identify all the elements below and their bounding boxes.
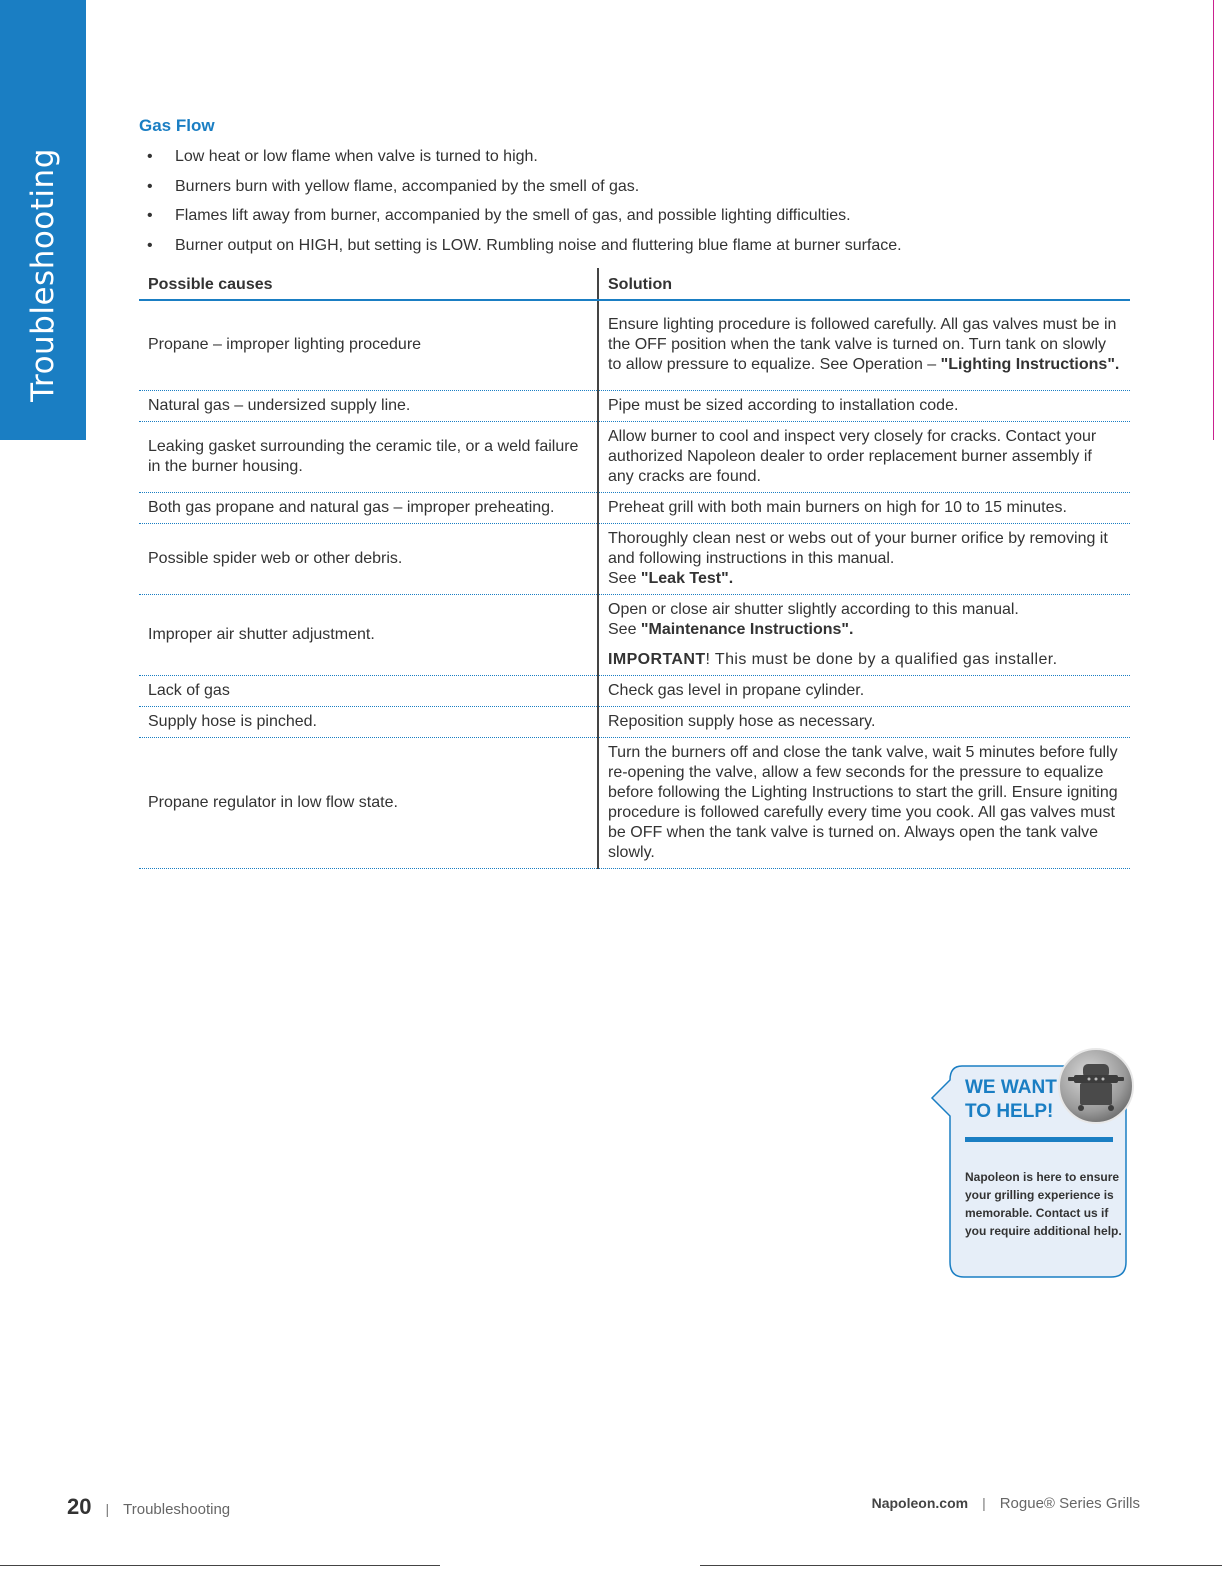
bullet-icon: • bbox=[147, 207, 153, 224]
callout-body: Napoleon is here to ensure your grilling experience is memorable. Contact us if you require additional help. bbox=[965, 1170, 1122, 1238]
symptom-item: • Burner output on HIGH, but setting is LOW. Rumbling noise and fluttering blue flame at burner surface. bbox=[145, 235, 902, 265]
callout-divider bbox=[965, 1137, 1113, 1142]
footer-left bbox=[67, 1494, 230, 1520]
table-row bbox=[139, 675, 1130, 706]
symptom-item: • Flames lift away from burner, accompanied by the smell of gas, and possible lighting difficulties. bbox=[145, 205, 902, 235]
header-possible-causes: Possible causes bbox=[139, 268, 598, 300]
header-solution: Solution bbox=[598, 268, 1130, 300]
cause-cell: Possible spider web or other debris. bbox=[139, 523, 598, 594]
bullet-icon: • bbox=[147, 148, 153, 165]
troubleshooting-table bbox=[139, 268, 1130, 869]
callout-title: WE WANT TO HELP! bbox=[965, 1077, 1057, 1122]
table-header-row bbox=[139, 268, 1130, 300]
footer-right bbox=[872, 1495, 1140, 1512]
footer-website: Napoleon.com bbox=[871, 1495, 969, 1511]
footer-separator: | bbox=[105, 1501, 110, 1517]
solution-cell: Open or close air shutter slightly according to this manual. See "Maintenance Instructions". IMPORTANT! This must be done by a qualified gas installer. bbox=[598, 594, 1130, 675]
cause-cell: Improper air shutter adjustment. bbox=[139, 594, 598, 675]
footer-separator: | bbox=[982, 1495, 986, 1511]
side-tab-label: Troubleshooting bbox=[25, 148, 61, 402]
table-row bbox=[139, 390, 1130, 421]
table-row bbox=[139, 492, 1130, 523]
bottom-rule bbox=[0, 1565, 440, 1566]
bullet-icon: • bbox=[147, 236, 153, 254]
solution-cell: Ensure lighting procedure is followed carefully. All gas valves must be in the OFF position when the tank valve is turned on. Turn tank on slowly to allow pressure to equalize. See Operation – "Lighting Instructions". bbox=[598, 300, 1130, 390]
table-row bbox=[139, 706, 1130, 737]
symptom-item: • Low heat or low flame when valve is turned to high. bbox=[145, 146, 902, 176]
footer-section-name: Troubleshooting bbox=[123, 1501, 231, 1518]
bottom-rule bbox=[700, 1565, 1222, 1566]
symptom-list bbox=[145, 146, 902, 264]
solution-cell: Reposition supply hose as necessary. bbox=[598, 706, 1130, 737]
solution-cell: Allow burner to cool and inspect very closely for cracks. Contact your authorized Napoleon dealer to order replacement burner assembly if any cracks are found. bbox=[598, 421, 1130, 492]
side-tab bbox=[0, 0, 86, 440]
table-row bbox=[139, 300, 1130, 390]
table-row bbox=[139, 421, 1130, 492]
edge-rule bbox=[1213, 0, 1214, 440]
cause-cell: Lack of gas bbox=[139, 675, 598, 706]
table-row bbox=[139, 737, 1130, 868]
cause-cell: Both gas propane and natural gas – improper preheating. bbox=[139, 492, 598, 523]
solution-cell: Turn the burners off and close the tank valve, wait 5 minutes before fully re-opening the valve, allow a few seconds for the pressure to equalize before following the Lighting Instructions to start the grill. Ensure igniting procedure is followed carefully every time you cook. All gas valves must be OFF when the tank valve is turned on. Always open the tank valve slowly. bbox=[598, 737, 1130, 868]
footer-series-name: Rogue® Series Grills bbox=[999, 1495, 1140, 1512]
symptom-item: • Burners burn with yellow flame, accompanied by the smell of gas. bbox=[145, 176, 902, 206]
section-title: Gas Flow bbox=[139, 116, 215, 135]
table-row bbox=[139, 594, 1130, 675]
bullet-icon: • bbox=[147, 177, 153, 195]
solution-cell: Preheat grill with both main burners on high for 10 to 15 minutes. bbox=[598, 492, 1130, 523]
grill-icon bbox=[1058, 1048, 1134, 1124]
solution-cell: Pipe must be sized according to installation code. bbox=[598, 390, 1130, 421]
table-row bbox=[139, 523, 1130, 594]
cause-cell: Natural gas – undersized supply line. bbox=[139, 390, 598, 421]
solution-cell: Check gas level in propane cylinder. bbox=[598, 675, 1130, 706]
cause-cell: Leaking gasket surrounding the ceramic tile, or a weld failure in the burner housing. bbox=[139, 421, 598, 492]
cause-cell: Supply hose is pinched. bbox=[139, 706, 598, 737]
cause-cell: Propane – improper lighting procedure bbox=[139, 300, 598, 390]
help-callout bbox=[930, 1048, 1140, 1283]
page-number: 20 bbox=[67, 1494, 92, 1519]
important-note: IMPORTANT! This must be done by a qualified gas installer. bbox=[608, 650, 1058, 668]
important-label: IMPORTANT bbox=[608, 650, 706, 668]
solution-cell: Thoroughly clean nest or webs out of your burner orifice by removing it and following instructions in this manual. See "Leak Test". bbox=[598, 523, 1130, 594]
cause-cell: Propane regulator in low flow state. bbox=[139, 737, 598, 868]
